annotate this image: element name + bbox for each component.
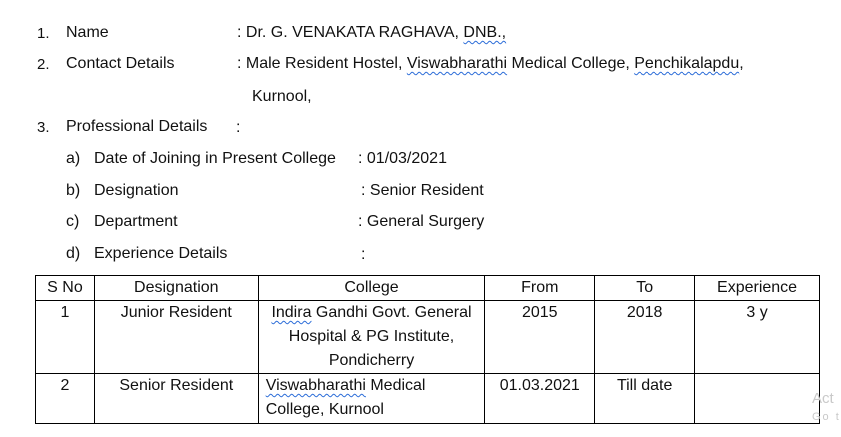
professional-colon: :	[236, 119, 241, 136]
sub-a-letter: a)	[66, 150, 81, 167]
experience-details-label: Experience Details	[94, 245, 228, 262]
table-header-row	[36, 276, 820, 301]
table-row	[36, 301, 820, 374]
cell-to: Till date	[595, 374, 695, 424]
cell-college: Indira Gandhi Govt. General Hospital & PG Institute, Pondicherry	[258, 301, 485, 374]
joining-date-label: Date of Joining in Present College	[94, 150, 336, 167]
name-value: : Dr. G. VENAKATA RAGHAVA, DNB.,	[237, 24, 507, 41]
cell-from: 01.03.2021	[485, 374, 595, 424]
header-experience: Experience	[695, 276, 820, 301]
contact-label: Contact Details	[66, 55, 175, 72]
watermark-line1: Act	[812, 390, 834, 407]
name-label: Name	[66, 24, 109, 41]
item-number-2: 2.	[37, 56, 50, 73]
contact-value: : Male Resident Hostel, Viswabharathi Medical College, Penchikalapdu,	[237, 55, 744, 72]
watermark-line2: Go t	[812, 411, 841, 423]
header-to: To	[595, 276, 695, 301]
header-from: From	[485, 276, 595, 301]
professional-label: Professional Details	[66, 118, 208, 135]
cell-from: 2015	[485, 301, 595, 374]
sub-b-letter: b)	[66, 182, 81, 199]
cell-college: Viswabharathi Medical College, Kurnool	[258, 374, 485, 424]
sub-d-letter: d)	[66, 245, 81, 262]
header-designation: Designation	[94, 276, 258, 301]
designation-value: : Senior Resident	[361, 182, 484, 199]
header-college: College	[258, 276, 485, 301]
item-number-1: 1.	[37, 25, 50, 42]
cell-experience: 3 y	[695, 301, 820, 374]
cell-designation: Senior Resident	[94, 374, 258, 424]
cell-to: 2018	[595, 301, 695, 374]
department-label: Department	[94, 213, 178, 230]
cell-sno: 1	[36, 301, 95, 374]
cell-experience	[695, 374, 820, 424]
experience-table	[35, 275, 820, 424]
cell-designation: Junior Resident	[94, 301, 258, 374]
header-sno: S No	[36, 276, 95, 301]
sub-c-letter: c)	[66, 213, 80, 230]
item-number-3: 3.	[37, 119, 50, 136]
table-row	[36, 374, 820, 424]
department-value: : General Surgery	[358, 213, 485, 230]
contact-value-line2: Kurnool,	[252, 88, 312, 105]
activation-watermark	[812, 390, 841, 426]
joining-date-value: : 01/03/2021	[358, 150, 447, 167]
designation-label: Designation	[94, 182, 179, 199]
experience-details-colon: :	[361, 246, 366, 263]
cell-sno: 2	[36, 374, 95, 424]
